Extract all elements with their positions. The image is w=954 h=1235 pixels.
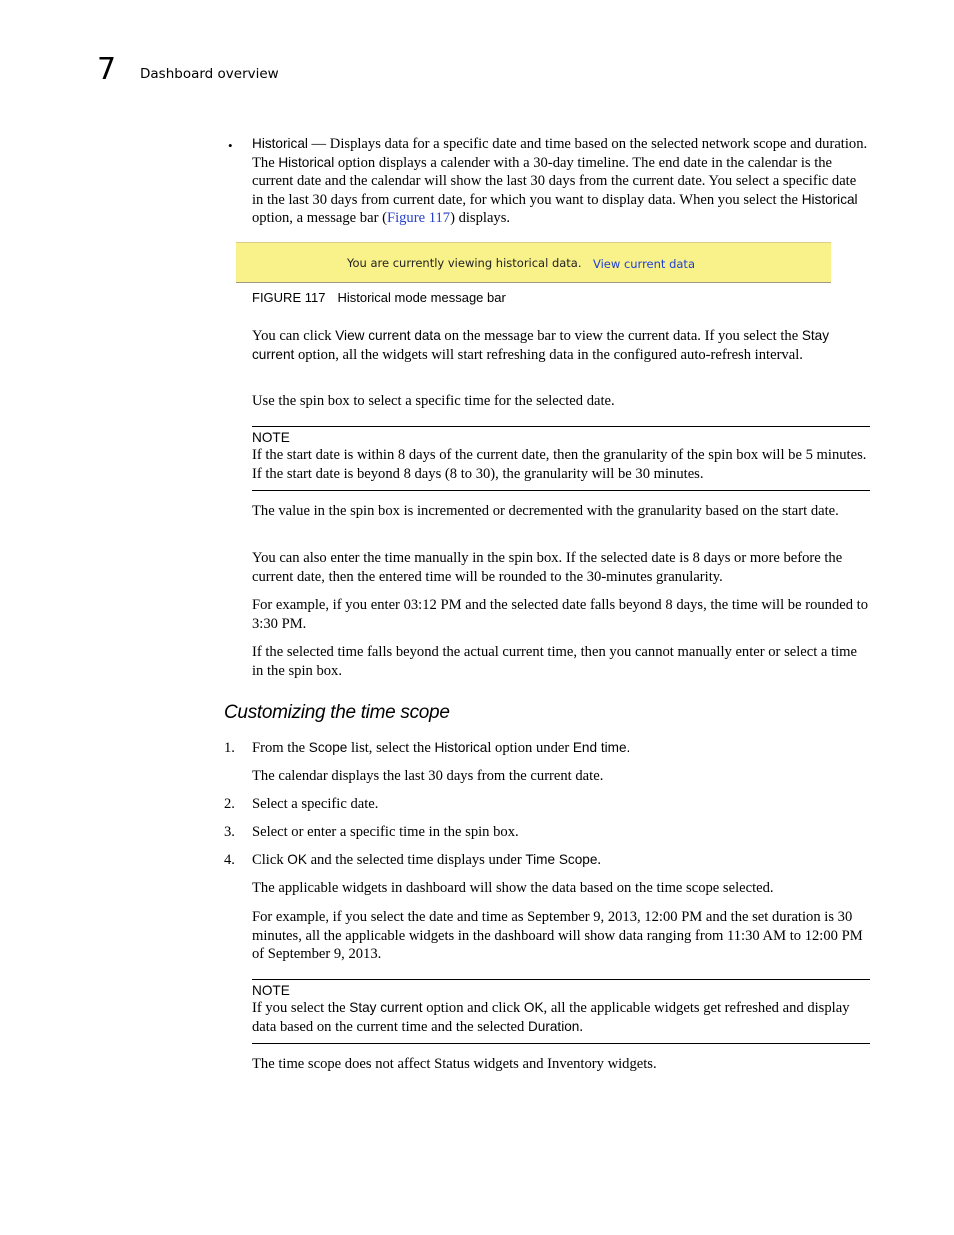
chapter-title: Dashboard overview bbox=[140, 66, 279, 82]
beyond-current-time-paragraph: If the selected time falls beyond the actual current time, then you cannot manually enter or select a time in the spin box. bbox=[252, 644, 857, 679]
historical-message-bar bbox=[236, 242, 831, 283]
step-4-number: 4. bbox=[224, 852, 235, 868]
view-current-data-paragraph: You can click View current data on the message bar to view the current data. If you select the Stay current option, all the widgets will start refreshing data in the configured auto-refresh interval. bbox=[252, 328, 830, 363]
manual-entry-paragraph: You can also enter the time manually in the spin box. If the selected date is 8 days or more before the current date, then the entered time will be rounded to the 30-minutes granularity. bbox=[252, 550, 843, 585]
bullet-glyph: • bbox=[228, 138, 233, 153]
spin-box-paragraph: Use the spin box to select a specific time for the selected date. bbox=[252, 393, 615, 409]
step-4-example: For example, if you select the date and time as September 9, 2013, 12:00 PM and the set duration is 30 minutes, all the applicable widgets in the dashboard will show data ranging from 11:30 AM to 12:00 PM of September 9, 2013. bbox=[252, 909, 863, 962]
note-2-bottom-rule bbox=[252, 1043, 870, 1044]
step-4-result: The applicable widgets in dashboard will show the data based on the time scope selected. bbox=[252, 880, 774, 896]
figure-label: FIGURE 117 bbox=[252, 290, 326, 305]
figure-caption bbox=[252, 289, 506, 307]
note-label: NOTE bbox=[252, 430, 290, 445]
chapter-number: 7 bbox=[97, 52, 117, 87]
note-2-top-rule bbox=[252, 979, 870, 980]
view-current-data-link[interactable]: View current data bbox=[593, 257, 695, 271]
step-1-result: The calendar displays the last 30 days from the current date. bbox=[252, 768, 604, 784]
final-paragraph: The time scope does not affect Status widgets and Inventory widgets. bbox=[252, 1056, 657, 1072]
rounding-example-paragraph: For example, if you enter 03:12 PM and the selected date falls beyond 8 days, the time will be rounded to 3:30 PM. bbox=[252, 597, 869, 632]
step-4-text: Click OK and the selected time displays under Time Scope. bbox=[252, 852, 602, 868]
term-historical: Historical bbox=[252, 136, 308, 151]
historical-message-text: You are currently viewing historical data. bbox=[347, 256, 582, 270]
note-top-rule bbox=[252, 426, 870, 427]
step-2-number: 2. bbox=[224, 796, 235, 812]
figure-117-link[interactable]: Figure 117 bbox=[386, 210, 451, 226]
note-2-label: NOTE bbox=[252, 983, 290, 998]
step-1-number: 1. bbox=[224, 740, 235, 756]
figure-title: Historical mode message bar bbox=[337, 290, 506, 305]
step-3-text: Select or enter a specific time in the spin box. bbox=[252, 824, 519, 840]
step-3-number: 3. bbox=[224, 824, 235, 840]
note-2-text: If you select the Stay current option and click OK, all the applicable widgets get refreshed and display data based on the current time and the selected Duration. bbox=[252, 1000, 850, 1035]
note-granularity-text: If the start date is within 8 days of the current date, then the granularity of the spin box will be 5 minutes. If the start date is beyond 8 days (8 to 30), the granularity will be 30 minutes. bbox=[252, 447, 867, 482]
increment-paragraph: The value in the spin box is incremented or decremented with the granularity based on the start date. bbox=[252, 503, 839, 519]
section-heading: Customizing the time scope bbox=[224, 702, 450, 723]
historical-description: Historical — Displays data for a specific date and time based on the selected network scope and duration. The Historical option displays a calender with a 30-day timeline. The end date in the calendar is the current date and the calendar will show the last 30 days from the current date. You select a specific date in the last 30 days from current date, for which you want to display data. When you select the Historical option, a message bar (Figure 117) displays. bbox=[252, 136, 868, 226]
step-2-text: Select a specific date. bbox=[252, 796, 379, 812]
step-1-text: From the Scope list, select the Historical option under End time. bbox=[252, 740, 631, 756]
note-bottom-rule bbox=[252, 490, 870, 491]
